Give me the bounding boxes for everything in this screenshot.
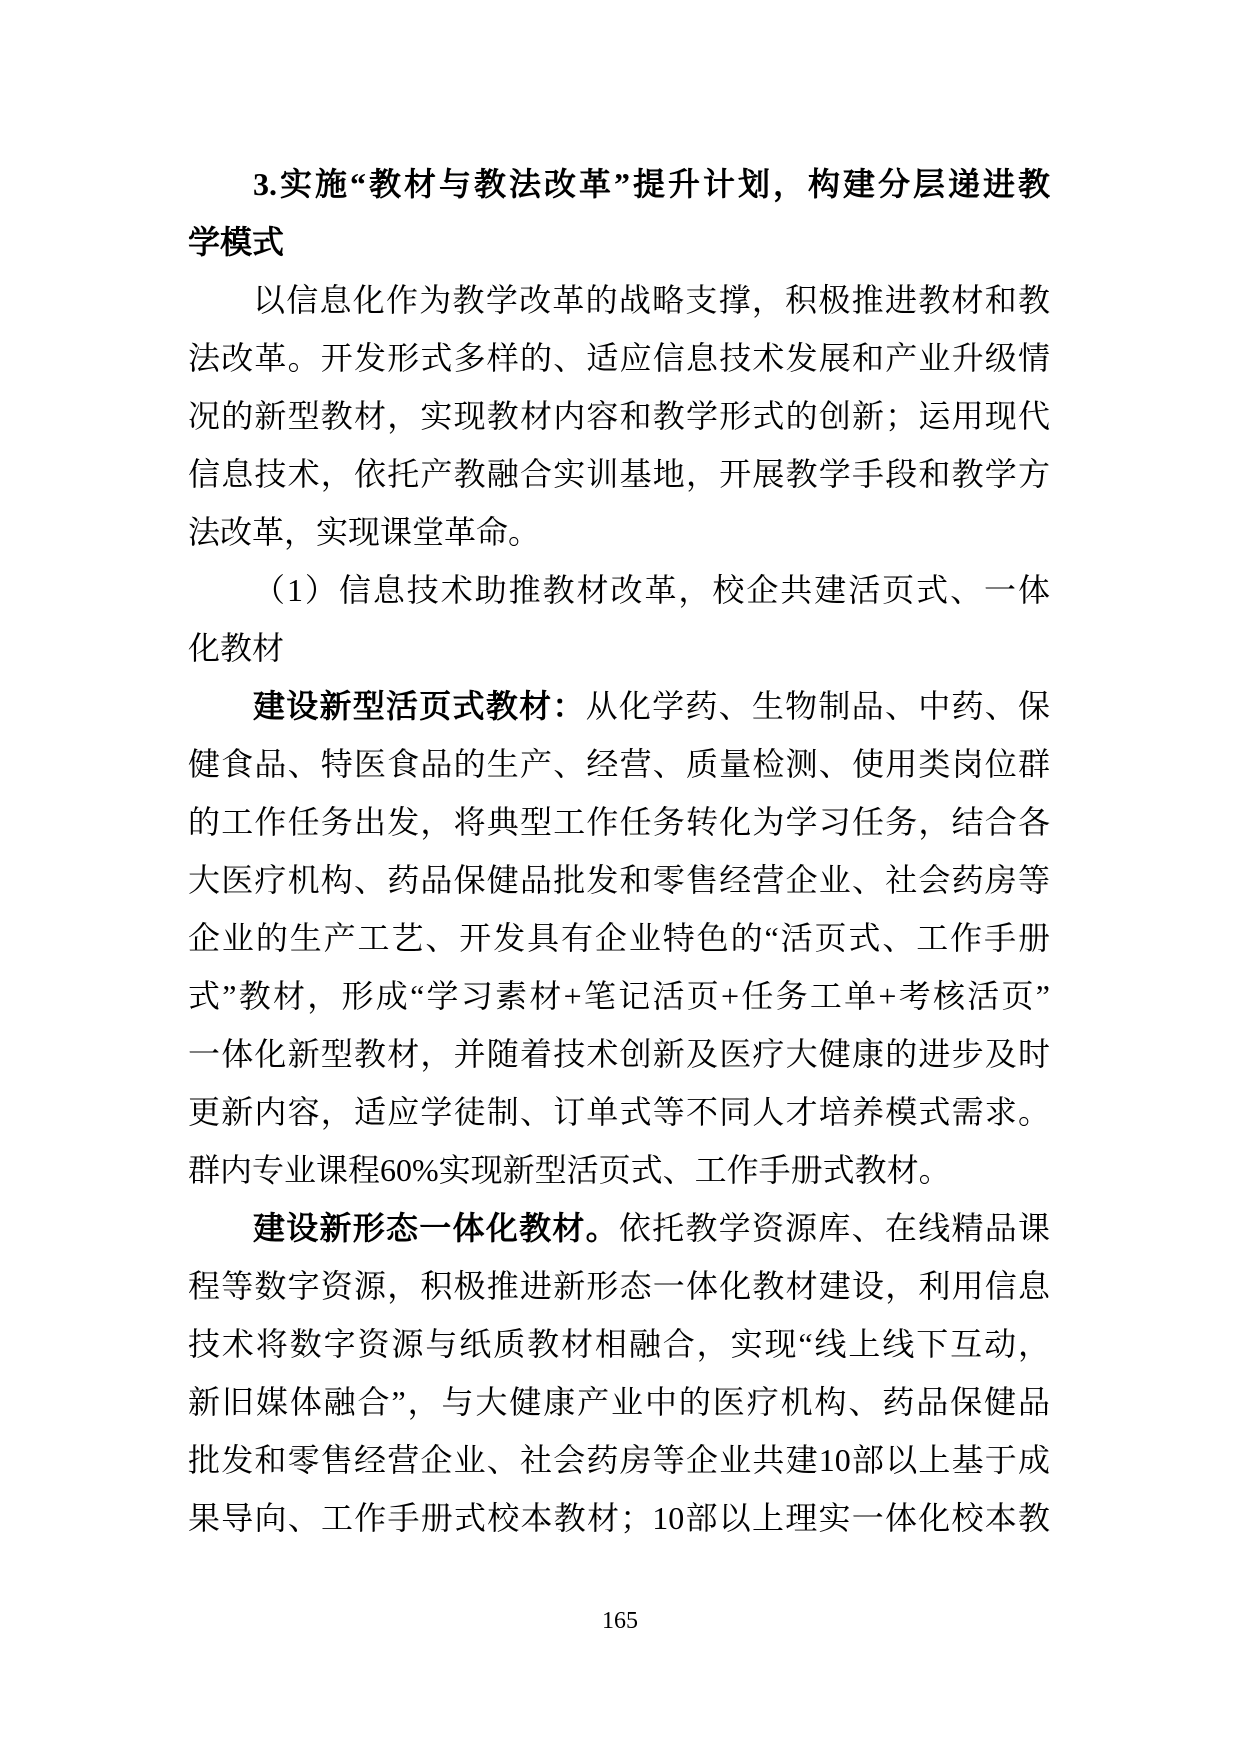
- page-footer: [0, 1608, 1240, 1635]
- page-number: 165: [602, 1608, 638, 1634]
- paragraph-3-line-1: [188, 677, 1050, 735]
- paragraph-3-line-8: 更新内容，适应学徒制、订单式等不同人才培养模式需求。: [188, 1094, 1050, 1130]
- paragraph-3-line-4: 大医疗机构、药品保健品批发和零售经营企业、社会药房等: [188, 862, 1050, 898]
- paragraph-3-line-9: 群内专业课程60%实现新型活页式、工作手册式教材。: [188, 1152, 951, 1188]
- paragraph-3-line-1-text: 从化学药、生物制品、中药、保: [585, 688, 1050, 724]
- paragraph-1-line-4: 信息技术，依托产教融合实训基地，开展教学手段和教学方: [188, 456, 1050, 492]
- document-body: [188, 155, 1050, 1547]
- heading-line-2: 学模式: [188, 224, 285, 260]
- paragraph-2-line-2: 化教材: [188, 630, 285, 666]
- paragraph-1-line-2: 法改革。开发形式多样的、适应信息技术发展和产业升级情: [188, 340, 1050, 376]
- paragraph-3-lead: 建设新型活页式教材：: [253, 688, 586, 724]
- heading-line-1: 3.实施“教材与教法改革”提升计划，构建分层递进教: [253, 166, 1050, 202]
- paragraph-4-line-1-text: 依托教学资源库、在线精品课: [618, 1210, 1050, 1246]
- paragraph-4-line-6: 果导向、工作手册式校本教材；10部以上理实一体化校本教: [188, 1500, 1050, 1536]
- paragraph-3-line-6: 式”教材，形成“学习素材+笔记活页+任务工单+考核活页”: [188, 978, 1050, 1014]
- paragraph-2-line-1: （1）信息技术助推教材改革，校企共建活页式、一体: [253, 572, 1050, 608]
- paragraph-4-line-3: 技术将数字资源与纸质教材相融合，实现“线上线下互动，: [188, 1326, 1050, 1362]
- paragraph-3-line-7: 一体化新型教材，并随着技术创新及医疗大健康的进步及时: [188, 1036, 1050, 1072]
- paragraph-3-line-2: 健食品、特医食品的生产、经营、质量检测、使用类岗位群: [188, 746, 1050, 782]
- paragraph-3-line-3: 的工作任务出发，将典型工作任务转化为学习任务，结合各: [188, 804, 1050, 840]
- paragraph-1-line-3: 况的新型教材，实现教材内容和教学形式的创新；运用现代: [188, 398, 1050, 434]
- paragraph-4-lead: 建设新形态一体化教材。: [253, 1210, 619, 1246]
- paragraph-3-line-5: 企业的生产工艺、开发具有企业特色的“活页式、工作手册: [188, 920, 1050, 956]
- paragraph-1-line-1: 以信息化作为教学改革的战略支撑，积极推进教材和教: [253, 282, 1050, 318]
- paragraph-1-line-5: 法改革，实现课堂革命。: [188, 514, 541, 550]
- paragraph-4-line-5: 批发和零售经营企业、社会药房等企业共建10部以上基于成: [188, 1442, 1050, 1478]
- paragraph-4-line-1: [188, 1199, 1050, 1257]
- paragraph-4-line-4: 新旧媒体融合”，与大健康产业中的医疗机构、药品保健品: [188, 1384, 1050, 1420]
- paragraph-4-line-2: 程等数字资源，积极推进新形态一体化教材建设，利用信息: [188, 1268, 1050, 1304]
